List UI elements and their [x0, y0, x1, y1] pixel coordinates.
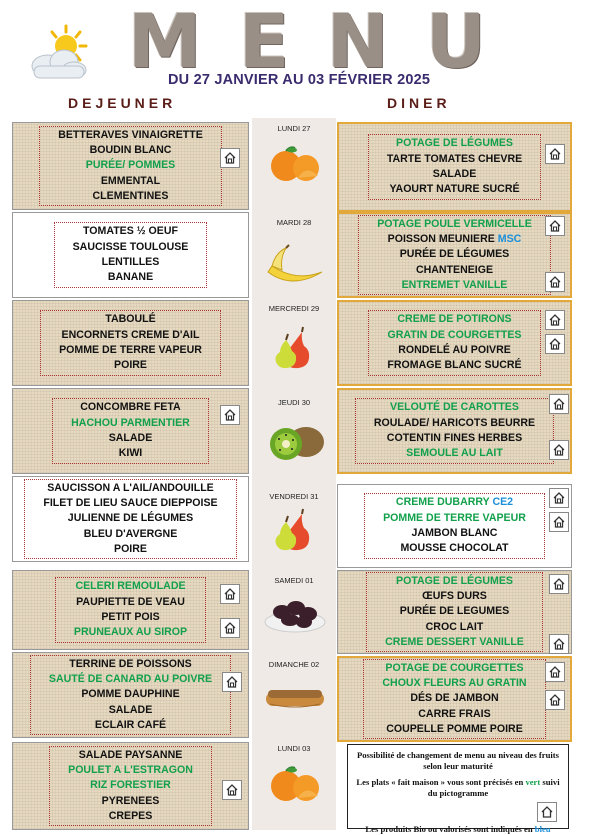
- house-picto-icon: [549, 634, 569, 654]
- menu-item-frame: [55, 577, 206, 642]
- house-picto-icon: [220, 584, 240, 604]
- menu-item-text: ŒUFS DURS: [422, 590, 487, 603]
- lunch-menu-box: [12, 652, 249, 738]
- menu-item: [377, 217, 532, 232]
- lunch-menu-box: [12, 388, 249, 474]
- menu-item: [59, 358, 202, 373]
- menu-item-text: TERRINE DE POISSONS: [69, 657, 192, 670]
- house-picto-icon: [545, 144, 565, 164]
- prunes-icon: [262, 592, 328, 636]
- menu-item-text: POTAGE DE COURGETTES: [385, 661, 524, 674]
- menu-item-text: ECLAIR CAFÉ: [94, 718, 167, 731]
- dinner-menu-box: [337, 570, 572, 654]
- menu-item-text: PYRENEES: [101, 794, 160, 807]
- menu-item-text: BLEU D'AVERGNE: [83, 527, 178, 540]
- house-picto-icon: [549, 394, 569, 414]
- menu-item: [68, 763, 193, 778]
- menu-item: [387, 328, 521, 343]
- menu-item-text: SALADE: [108, 703, 153, 716]
- house-picto-icon: [549, 440, 569, 460]
- menu-item: [68, 809, 193, 824]
- note-text: Les plats « fait maison » vous sont précisés en: [356, 777, 526, 787]
- menu-item: [58, 174, 203, 189]
- menu-item: [377, 263, 532, 278]
- menu-item-text: POTAGE DE LÉGUMES: [396, 137, 513, 150]
- menu-item: [377, 278, 532, 293]
- menu-item-text: KIWI: [118, 447, 143, 460]
- day-label: LUNDI 27: [277, 124, 311, 133]
- menu-item-text: LENTILLES: [101, 256, 160, 268]
- house-picto-icon: [220, 148, 240, 168]
- menu-item-text: CROC LAIT: [425, 620, 484, 633]
- menu-item-frame: [368, 310, 540, 375]
- menu-item: [377, 247, 532, 262]
- day-label: SAMEDI 01: [274, 576, 314, 585]
- menu-item: [49, 718, 212, 733]
- menu-item: [382, 722, 526, 737]
- house-picto-icon: [545, 272, 565, 292]
- menu-item: [383, 495, 526, 510]
- lunch-menu-box: [12, 476, 249, 562]
- note-line-1: Possibilité de changement de menu au niveau des fruits selon leur maturité: [357, 750, 559, 771]
- menu-item-text: CREME DESSERT VANILLE: [385, 635, 524, 648]
- house-picto-icon: [549, 574, 569, 594]
- menu-item: [73, 224, 189, 239]
- menu-item-text: JULIENNE DE LÉGUMES: [67, 512, 194, 525]
- menu-item-text: PETIT POIS: [101, 611, 160, 623]
- menu-item-text: CLEMENTINES: [92, 189, 169, 202]
- title-letter: U: [425, 0, 488, 85]
- day-label: MARDI 28: [276, 218, 312, 227]
- menu-item-text: POISSON MEUNIERE: [387, 233, 495, 246]
- orange-icon: [262, 142, 328, 186]
- menu-item: [71, 431, 190, 446]
- menu-item-text: SAUTÉ DE CANARD AU POIVRE: [48, 673, 213, 686]
- menu-item-frame: [366, 572, 543, 652]
- menu-item: [387, 312, 521, 327]
- menu-item: [43, 542, 217, 557]
- house-picto-icon: [545, 662, 565, 682]
- lunch-menu-box: [12, 212, 249, 298]
- menu-item: [382, 676, 526, 691]
- menu-item-text: HACHOU PARMENTIER: [71, 416, 190, 429]
- menu-item: [387, 136, 522, 151]
- menu-item-frame: [355, 398, 554, 463]
- menu-item-text: TABOULÉ: [105, 313, 156, 326]
- dinner-menu-box: [337, 656, 572, 742]
- house-picto-icon: [220, 618, 240, 638]
- day-label: LUNDI 03: [277, 744, 311, 753]
- menu-item: [49, 672, 212, 687]
- menu-item-text: PURÉE DE LEGUMES: [399, 605, 510, 618]
- banana-icon: [262, 242, 328, 286]
- menu-item-frame: [39, 126, 222, 206]
- menu-item: [374, 416, 535, 431]
- house-picto-icon: [537, 802, 557, 822]
- menu-item: [385, 620, 524, 635]
- menu-item-text: CARRE FRAIS: [418, 707, 491, 720]
- menu-item-text: PURÉE DE LÉGUMES: [399, 248, 510, 261]
- sun-cloud-icon: [26, 22, 90, 82]
- menu-item: [71, 416, 190, 431]
- dinner-menu-box: [337, 122, 572, 212]
- menu-item: [74, 625, 187, 640]
- menu-item-frame: [358, 215, 551, 295]
- menu-item: [385, 635, 524, 650]
- lunch-menu-box: [12, 300, 249, 386]
- label-badge: MSC: [497, 233, 522, 246]
- house-picto-icon: [545, 690, 565, 710]
- menu-item-text: JAMBON BLANC: [411, 527, 498, 539]
- menu-item-text: POMME DAUPHINE: [81, 688, 180, 701]
- lunch-menu-box: [12, 570, 249, 650]
- house-picto-icon: [220, 405, 240, 425]
- menu-item: [68, 794, 193, 809]
- menu-item: [387, 167, 522, 182]
- menu-item: [387, 343, 521, 358]
- dinner-menu-box: [337, 388, 572, 474]
- orange-icon: [262, 762, 328, 806]
- menu-item: [43, 527, 217, 542]
- dinner-menu-box: [337, 484, 572, 568]
- menu-item: [382, 691, 526, 706]
- menu-item-text: CELERI REMOULADE: [75, 580, 186, 593]
- menu-item: [383, 511, 526, 526]
- menu-item-text: RIZ FORESTIER: [90, 779, 171, 792]
- menu-item-frame: [54, 222, 208, 287]
- house-picto-icon: [545, 334, 565, 354]
- title-letter: E: [238, 0, 292, 85]
- lunch-heading: DEJEUNER: [68, 95, 177, 111]
- menu-item: [387, 358, 521, 373]
- menu-item: [58, 143, 203, 158]
- menu-item-text: MOUSSE CHOCOLAT: [400, 542, 509, 555]
- menu-item: [73, 255, 189, 270]
- menu-item-text: COTENTIN FINES HERBES: [386, 432, 523, 444]
- menu-item-text: RONDELÉ AU POIVRE: [398, 344, 511, 356]
- day-label: VENDREDI 31: [269, 492, 319, 501]
- menu-item: [74, 610, 187, 625]
- menu-item-text: SALADE: [432, 168, 477, 180]
- menu-item-text: SAUCISSON A L'AIL/ANDOUILLE: [47, 481, 214, 494]
- menu-item: [43, 496, 217, 511]
- menu-item-text: CONCOMBRE FETA: [80, 401, 181, 414]
- menu-item-text: DÉS DE JAMBON: [410, 692, 499, 705]
- menu-item-text: ENCORNETS CREME D'AIL: [61, 328, 200, 341]
- menu-item-frame: [52, 398, 209, 463]
- note-text: Les produits Bio ou valorisés sont indiqués en: [365, 824, 535, 834]
- legend-note: [347, 744, 569, 834]
- menu-item-text: CHOUX FLEURS AU GRATIN: [382, 677, 527, 690]
- menu-item: [58, 128, 203, 143]
- menu-item-text: FILET DE LIEU SAUCE DIEPPOISE: [43, 497, 218, 510]
- menu-item: [387, 182, 522, 197]
- menu-item: [73, 240, 189, 255]
- menu-item-text: FROMAGE BLANC SUCRÉ: [387, 359, 522, 372]
- menu-item-frame: [364, 493, 545, 558]
- note-blue-word: bleu: [534, 824, 551, 834]
- lunch-menu-box: [12, 742, 249, 830]
- menu-item: [382, 661, 526, 676]
- menu-item-text: BOUDIN BLANC: [89, 144, 172, 157]
- menu-item-text: POULET A L'ESTRAGON: [68, 764, 193, 777]
- menu-item: [49, 657, 212, 672]
- menu-item: [385, 574, 524, 589]
- menu-item-frame: [30, 655, 231, 735]
- pear-icon: [262, 508, 328, 552]
- menu-item-text: TARTE TOMATES CHEVRE: [386, 152, 523, 165]
- menu-item: [387, 152, 522, 167]
- menu-item-text: ROULADE/ HARICOTS BEURRE: [373, 416, 536, 429]
- menu-item: [58, 189, 203, 204]
- menu-item-frame: [363, 659, 545, 739]
- kiwi-icon: [262, 420, 328, 464]
- lunch-menu-box: [12, 122, 249, 210]
- note-line-2: [354, 777, 562, 798]
- menu-item: [374, 446, 535, 461]
- menu-item-text: PRUNEAUX AU SIROP: [73, 626, 188, 639]
- menu-item: [68, 748, 193, 763]
- house-picto-icon: [222, 672, 242, 692]
- menu-item-text: CREME DUBARRY: [395, 496, 490, 509]
- menu-item-frame: [24, 479, 236, 559]
- house-picto-icon: [545, 216, 565, 236]
- menu-item-text: YAOURT NATURE SUCRÉ: [389, 183, 520, 196]
- menu-item: [43, 511, 217, 526]
- menu-item: [383, 526, 526, 541]
- menu-item: [68, 778, 193, 793]
- menu-item: [49, 687, 212, 702]
- menu-item-text: POIRE: [114, 542, 147, 555]
- title-letter: N: [326, 0, 391, 85]
- menu-item: [49, 703, 212, 718]
- house-picto-icon: [549, 488, 569, 508]
- menu-item-text: POMME DE TERRE VAPEUR: [383, 511, 526, 524]
- menu-item-text: SALADE: [108, 432, 153, 444]
- eclair-icon: [262, 676, 328, 720]
- menu-item-text: BANANE: [107, 271, 154, 284]
- menu-item-text: SALADE PAYSANNE: [78, 748, 183, 761]
- dinner-menu-box: [337, 212, 572, 298]
- menu-item-text: COUPELLE POMME POIRE: [386, 722, 523, 735]
- day-label: DIMANCHE 02: [268, 660, 320, 669]
- menu-item-text: EMMENTAL: [100, 174, 161, 187]
- menu-item: [374, 400, 535, 415]
- label-badge: CE2: [492, 496, 514, 509]
- menu-item: [74, 595, 187, 610]
- menu-item: [59, 328, 202, 343]
- menu-item-frame: [49, 746, 212, 826]
- menu-item-text: GRATIN DE COURGETTES: [387, 328, 522, 341]
- title-letter: M: [128, 0, 204, 85]
- menu-item: [74, 579, 187, 594]
- note-text: suivi du pictogramme: [427, 777, 560, 798]
- menu-item-frame: [368, 134, 541, 199]
- menu-item: [382, 707, 526, 722]
- menu-item: [383, 541, 526, 556]
- house-picto-icon: [222, 780, 242, 800]
- menu-item-text: ENTREMET VANILLE: [401, 278, 508, 291]
- day-label: JEUDI 30: [277, 398, 311, 407]
- menu-item: [58, 158, 203, 173]
- menu-item: [59, 312, 202, 327]
- menu-item: [73, 270, 189, 285]
- menu-item-text: BETTERAVES VINAIGRETTE: [58, 128, 203, 141]
- menu-item-text: TOMATES ½ OEUF: [83, 225, 178, 238]
- menu-item: [71, 400, 190, 415]
- menu-item-text: CREPES: [108, 809, 153, 822]
- note-picto-row: [354, 804, 562, 824]
- menu-item-text: VELOUTÉ DE CAROTTES: [390, 401, 519, 414]
- day-label: MERCREDI 29: [268, 304, 320, 313]
- menu-item-text: SAUCISSE TOULOUSE: [72, 240, 189, 253]
- menu-item-text: POTAGE POULE VERMICELLE: [377, 217, 532, 230]
- menu-item: [377, 232, 532, 247]
- dinner-heading: DINER: [387, 95, 451, 111]
- dinner-menu-box: [337, 300, 572, 386]
- menu-item-frame: [40, 310, 221, 375]
- menu-item-text: CREME DE POTIRONS: [397, 313, 512, 326]
- menu-item: [385, 589, 524, 604]
- menu-item-text: PAUPIETTE DE VEAU: [76, 595, 185, 608]
- pear-icon: [262, 326, 328, 370]
- menu-item: [43, 481, 217, 496]
- menu-item-text: POTAGE DE LÉGUMES: [396, 574, 513, 587]
- house-picto-icon: [545, 310, 565, 330]
- note-green-word: vert: [525, 777, 541, 787]
- menu-item: [71, 446, 190, 461]
- menu-item-text: PURÉE/ POMMES: [85, 159, 176, 172]
- house-picto-icon: [549, 512, 569, 532]
- menu-item-text: POIRE: [114, 359, 147, 372]
- menu-item: [374, 431, 535, 446]
- menu-item-text: CHANTENEIGE: [415, 263, 494, 276]
- date-range: DU 27 JANVIER AU 03 FÉVRIER 2025: [168, 72, 431, 88]
- menu-item-text: SEMOULE AU LAIT: [406, 447, 503, 460]
- menu-item: [385, 604, 524, 619]
- menu-item-text: POMME DE TERRE VAPEUR: [59, 344, 202, 356]
- menu-item: [59, 343, 202, 358]
